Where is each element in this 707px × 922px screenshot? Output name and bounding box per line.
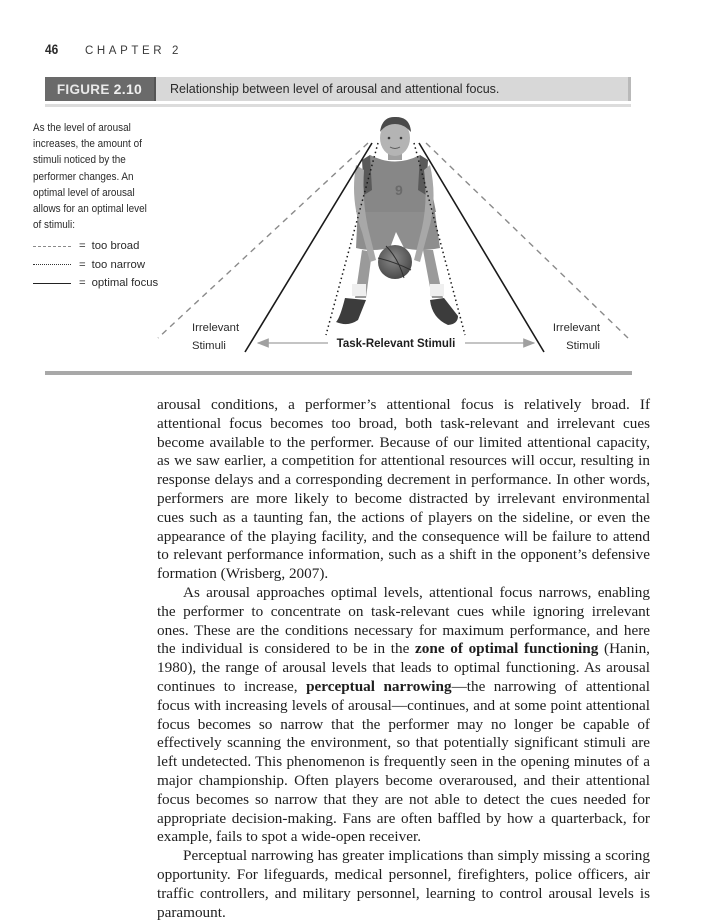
legend-label: too broad (91, 240, 140, 253)
figure-illustration (0, 0, 707, 380)
too-broad-right-line (426, 143, 628, 338)
legend-equals: = (79, 258, 86, 271)
left-irrelevant-label-line2: Stimuli (192, 340, 226, 352)
right-irrelevant-label-line1: Irrelevant (552, 322, 600, 334)
figure-label-word: FIGURE (56, 81, 110, 97)
paragraph-2-text: (Hanin, 1980), the range of arousal levels that leads to optimal functioning. As arousal continues to increase, (157, 640, 650, 695)
paragraph-2-text: —the narrowing of attentional focus with increasing levels of arousal—continues, and at some point attentional focus becomes so narrow that the performer may no longer be capable of effectively scanning the environment, so that potentially significant stimuli are left undetected. This phenomenon is frequently seen in the opening minutes of a major championship. Often players become overaroused, and their attentional focus becomes so narrow that they are not able to detect the cues needed for appropriate decision-making. Fans are often baffled by how a quarterback, for example, fails to spot a wide-open receiver. (157, 677, 650, 846)
figure-caption: Relationship between level of arousal and attentional focus. (156, 77, 631, 101)
figure-label-number: 2.10 (113, 81, 143, 97)
legend-label: optimal focus (91, 277, 159, 290)
legend-equals: = (79, 277, 86, 290)
paragraph-3: Perceptual narrowing has greater implications than simply missing a scoring opportunity. For lifeguards, medical personnel, firefighters, police officers, air traffic controllers, and military personnel, learning to control arousal levels is paramount. (157, 847, 650, 921)
body-text (157, 396, 650, 922)
right-irrelevant-label-line2: Stimuli (566, 340, 600, 352)
figure-bottom-rule (45, 371, 632, 375)
paragraph-2 (157, 584, 650, 847)
key-term-perceptual-narrowing: perceptual narrowing (306, 677, 452, 695)
player-photo (336, 117, 458, 325)
jersey-number: 9 (395, 182, 403, 198)
figure-side-note: As the level of arousal increases, the amount of stimuli noticed by the performer changes. An optimal level of arousal allows for an optimal level of stimuli: (33, 122, 147, 232)
legend-equals: = (79, 240, 86, 253)
paragraph-2-text: As arousal approaches optimal levels, attentional focus narrows, enabling the performer to concentrate on task-relevant cues while ignoring irrelevant ones. These are the conditions necessary for maximum performance, and here the individual is considered to be in the (157, 583, 650, 658)
legend-label: too narrow (91, 258, 145, 271)
left-irrelevant-label-line1: Irrelevant (192, 322, 240, 334)
page-number: 46 (45, 41, 59, 57)
paragraph-1: arousal conditions, a performer’s attentional focus is relatively broad. If attentional focus becomes too broad, both task-relevant and irrelevant cues become available to the performer. Because of our limited attentional capacity, as we saw earlier, a competition for attentional resources will occur, resulting in response delays and a corresponding decrement in performance. In other words, performers are more likely to become distracted by irrelevant environmental cues such as a taunting fan, the actions of players on the sideline, or even the appearance of the playing facility, and the consequence will be failure to attend to relevant performance information, such as a shift in the opponent’s defensive formation (Wrisberg, 2007). (157, 396, 650, 583)
key-term-zone-of-optimal-functioning: zone of optimal functioning (415, 640, 599, 658)
task-relevant-label: Task-Relevant Stimuli (336, 338, 456, 350)
chapter-label: CHAPTER 2 (85, 45, 182, 57)
too-broad-left-line (158, 143, 368, 338)
